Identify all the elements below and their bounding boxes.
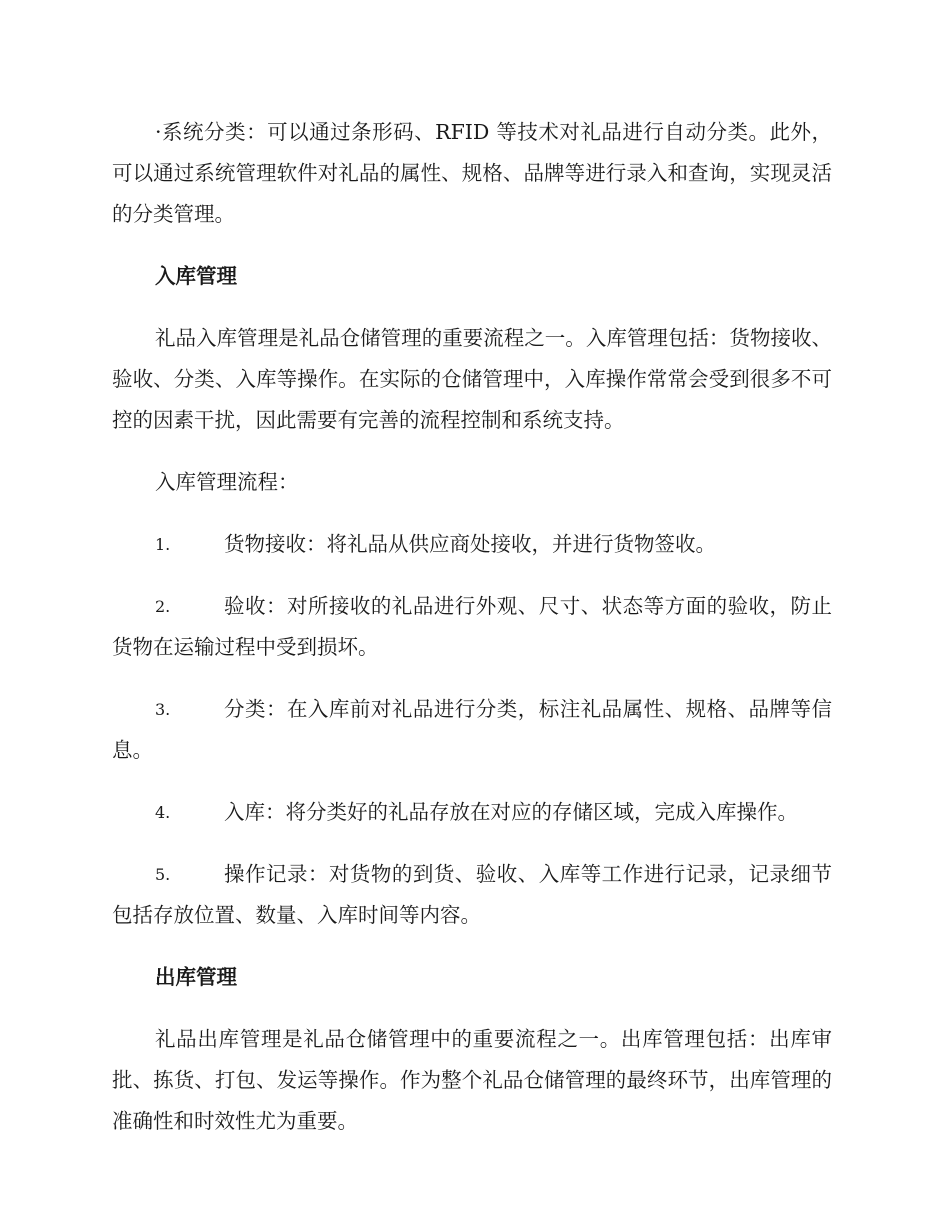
list-number: 4. [155,803,171,822]
bullet-mark: · [155,120,162,144]
outbound-intro: 礼品出库管理是礼品仓储管理中的重要流程之一。出库管理包括：出库审批、拣货、打包、发运等操作。作为整个礼品仓储管理的最终环节，出库管理的准确性和时效性尤为重要。 [112,1027,832,1133]
bullet-paragraph [112,112,832,235]
list-item [112,792,832,833]
bullet-text: 系统分类：可以通过条形码、RFID 等技术对礼品进行自动分类。此外，可以通过系统管理软件对礼品的属性、规格、品牌等进行录入和查询，实现灵活的分类管理。 [112,120,832,226]
list-item [112,586,832,668]
list-item [112,689,832,771]
list-number: 1. [155,535,171,554]
list-text: 货物接收：将礼品从供应商处接收，并进行货物签收。 [224,532,716,556]
list-item [112,524,832,565]
list-number: 2. [155,597,171,616]
inbound-heading: 入库管理 [155,264,237,288]
outbound-heading: 出库管理 [155,965,237,989]
list-number: 3. [155,700,171,719]
inbound-steps-list [112,524,832,936]
list-text: 验收：对所接收的礼品进行外观、尺寸、状态等方面的验收，防止货物在运输过程中受到损坏。 [112,594,832,659]
list-text: 入库：将分类好的礼品存放在对应的存储区域，完成入库操作。 [224,800,798,824]
list-number: 5. [155,865,171,884]
document-page [112,112,832,1163]
inbound-intro: 礼品入库管理是礼品仓储管理的重要流程之一。入库管理包括：货物接收、验收、分类、入库等操作。在实际的仓储管理中，入库操作常常会受到很多不可控的因素干扰，因此需要有完善的流程控制和系统支持。 [112,326,832,432]
list-text: 操作记录：对货物的到货、验收、入库等工作进行记录，记录细节包括存放位置、数量、入库时间等内容。 [112,862,832,927]
list-text: 分类：在入库前对礼品进行分类，标注礼品属性、规格、品牌等信息。 [112,697,832,762]
list-item [112,854,832,936]
inbound-process-label: 入库管理流程： [155,470,299,494]
